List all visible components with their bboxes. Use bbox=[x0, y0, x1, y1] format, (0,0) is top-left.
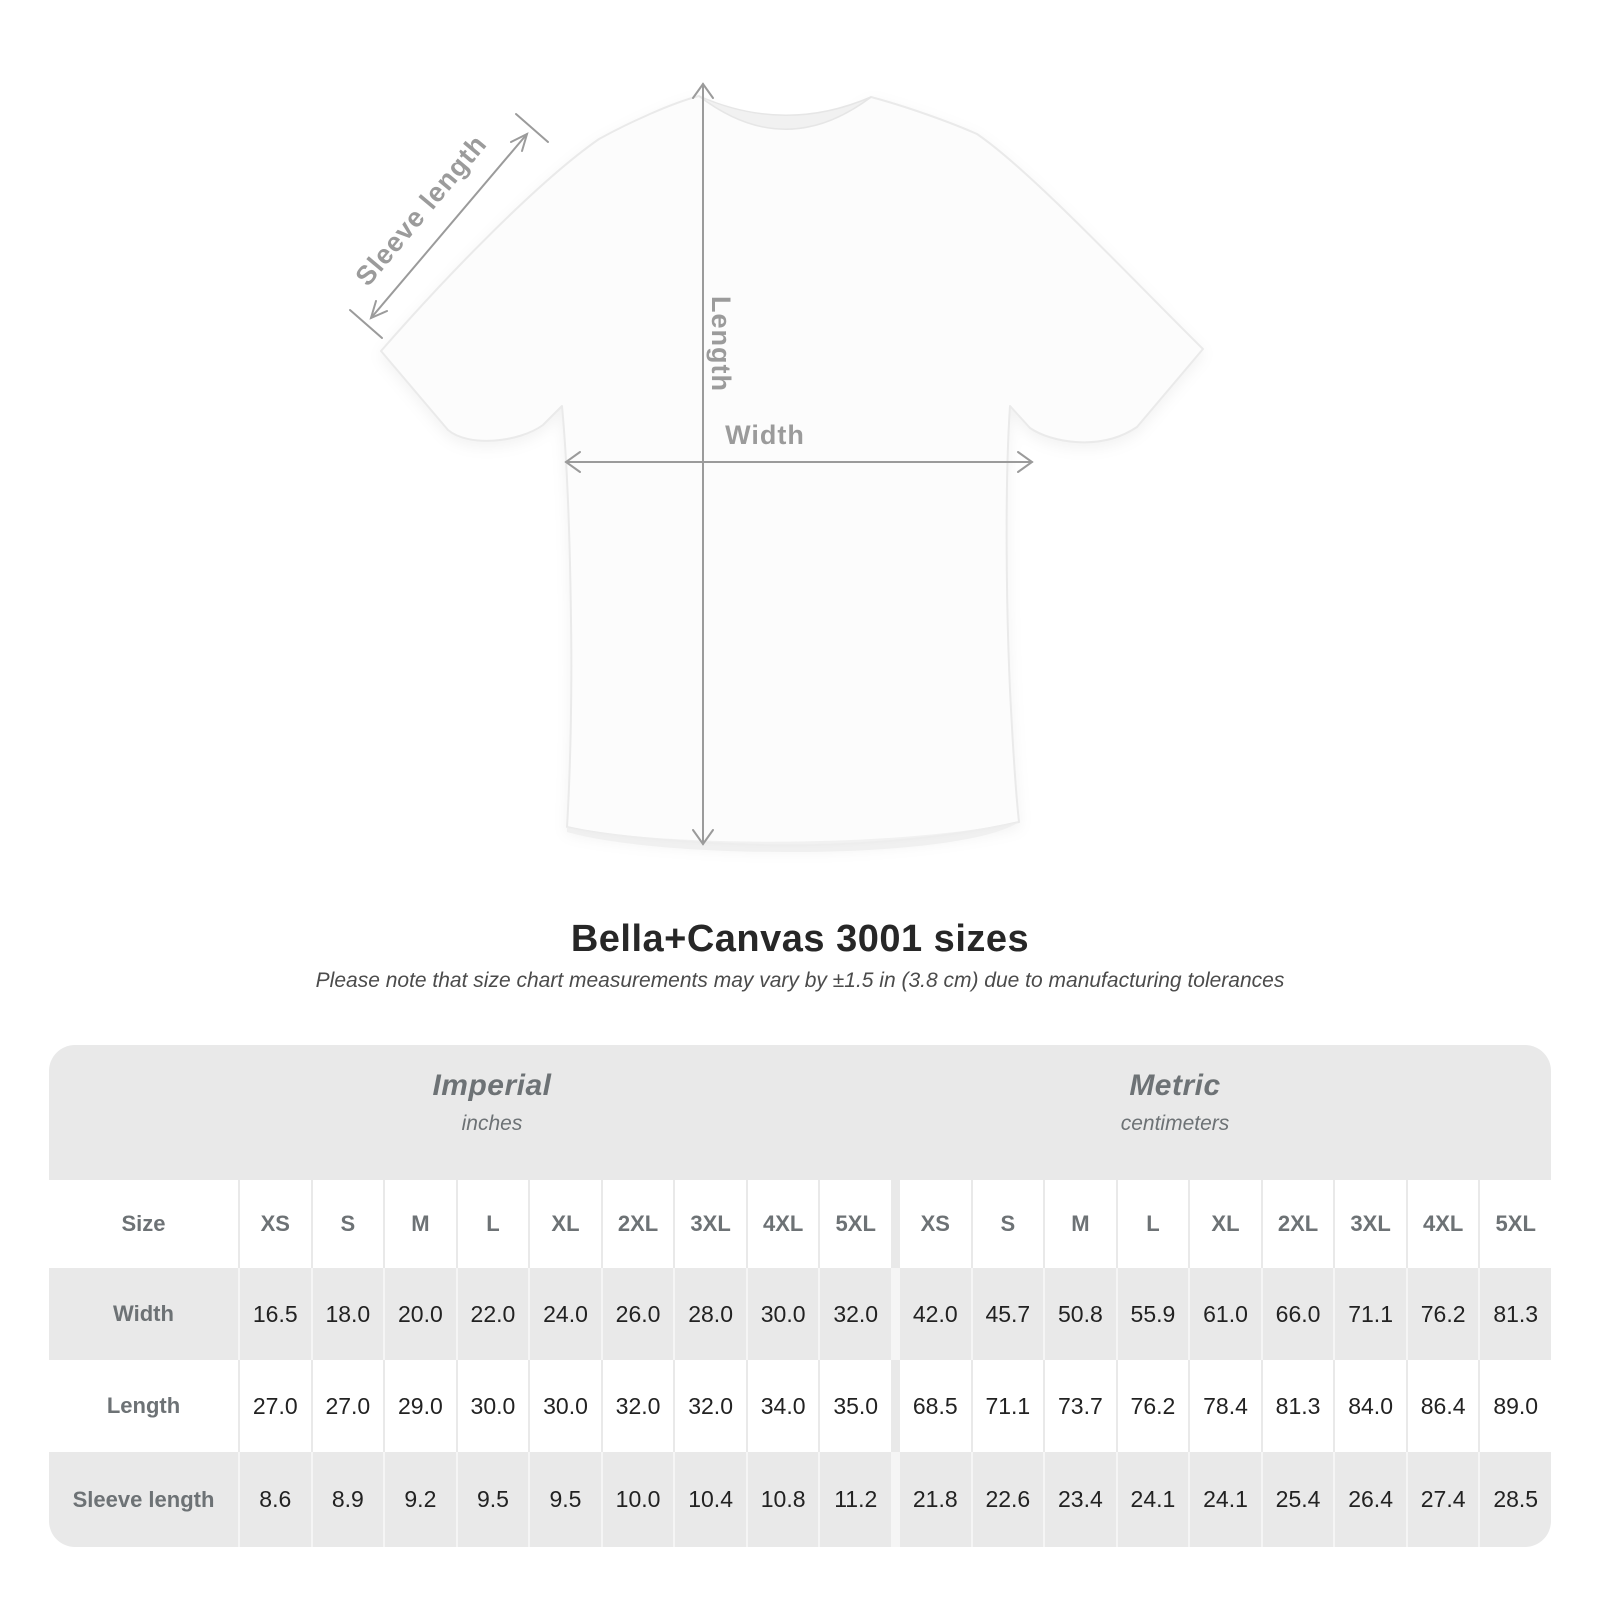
value-cell: 27.0 bbox=[311, 1360, 384, 1452]
value-cell: 24.1 bbox=[1188, 1452, 1261, 1547]
sleeve-length-label: Sleeve length bbox=[349, 128, 493, 292]
size-col-header: XS bbox=[238, 1180, 311, 1268]
value-cell: 28.5 bbox=[1478, 1452, 1551, 1547]
value-cell: 30.0 bbox=[528, 1360, 601, 1452]
value-cell: 29.0 bbox=[383, 1360, 456, 1452]
value-cell: 89.0 bbox=[1478, 1360, 1551, 1452]
row-label: Length bbox=[49, 1360, 238, 1452]
size-col-header: XS bbox=[898, 1180, 971, 1268]
metric-label: Metric bbox=[1129, 1069, 1221, 1102]
value-cell: 9.2 bbox=[383, 1452, 456, 1547]
unit-header-band bbox=[49, 1045, 1551, 1180]
value-cell: 78.4 bbox=[1188, 1360, 1261, 1452]
unit-header-imperial bbox=[432, 1069, 551, 1136]
group-gap bbox=[891, 1268, 898, 1360]
size-col-header: 3XL bbox=[673, 1180, 746, 1268]
value-cell: 61.0 bbox=[1188, 1268, 1261, 1360]
unit-header-metric bbox=[1121, 1069, 1230, 1136]
value-cell: 71.1 bbox=[1333, 1268, 1406, 1360]
group-gap bbox=[891, 1180, 898, 1268]
value-cell: 24.0 bbox=[528, 1268, 601, 1360]
size-col-header: XL bbox=[1188, 1180, 1261, 1268]
value-cell: 30.0 bbox=[456, 1360, 529, 1452]
value-cell: 73.7 bbox=[1043, 1360, 1116, 1452]
value-cell: 10.4 bbox=[673, 1452, 746, 1547]
metric-unit-label: centimeters bbox=[1120, 1112, 1230, 1135]
size-col-header: 2XL bbox=[601, 1180, 674, 1268]
page-subtitle: Please note that size chart measurements may vary by ±1.5 in (3.8 cm) due to manufacturing tolerances bbox=[315, 969, 1285, 992]
value-cell: 32.0 bbox=[601, 1360, 674, 1452]
value-cell: 22.0 bbox=[456, 1268, 529, 1360]
value-cell: 76.2 bbox=[1116, 1360, 1189, 1452]
value-cell: 23.4 bbox=[1043, 1452, 1116, 1547]
value-cell: 81.3 bbox=[1478, 1268, 1551, 1360]
size-col-header: 4XL bbox=[746, 1180, 819, 1268]
value-cell: 86.4 bbox=[1406, 1360, 1479, 1452]
value-cell: 76.2 bbox=[1406, 1268, 1479, 1360]
value-cell: 26.4 bbox=[1333, 1452, 1406, 1547]
size-col-header: 3XL bbox=[1333, 1180, 1406, 1268]
size-col-header: M bbox=[383, 1180, 456, 1268]
value-cell: 9.5 bbox=[456, 1452, 529, 1547]
value-cell: 32.0 bbox=[673, 1360, 746, 1452]
value-cell: 34.0 bbox=[746, 1360, 819, 1452]
value-cell: 68.5 bbox=[898, 1360, 971, 1452]
size-col-header: M bbox=[1043, 1180, 1116, 1268]
value-cell: 18.0 bbox=[311, 1268, 384, 1360]
size-col-header: L bbox=[456, 1180, 529, 1268]
size-col-header: XL bbox=[528, 1180, 601, 1268]
tshirt-graphic bbox=[381, 96, 1203, 845]
row-label: Width bbox=[113, 1301, 174, 1326]
width-label: Width bbox=[725, 420, 805, 450]
value-cell: 8.9 bbox=[311, 1452, 384, 1547]
value-cell: 27.4 bbox=[1406, 1452, 1479, 1547]
value-cell: 27.0 bbox=[238, 1360, 311, 1452]
size-chart-table bbox=[49, 1045, 1551, 1547]
size-col-header: L bbox=[1116, 1180, 1189, 1268]
value-cell: 10.0 bbox=[601, 1452, 674, 1547]
size-col-header: 5XL bbox=[818, 1180, 891, 1268]
table-row-width bbox=[49, 1268, 1551, 1360]
value-cell: 11.2 bbox=[818, 1452, 891, 1547]
value-cell: 10.8 bbox=[746, 1452, 819, 1547]
imperial-label: Imperial bbox=[432, 1069, 552, 1102]
value-cell: 16.5 bbox=[238, 1268, 311, 1360]
group-gap bbox=[891, 1452, 898, 1547]
value-cell: 42.0 bbox=[898, 1268, 971, 1360]
value-cell: 35.0 bbox=[818, 1360, 891, 1452]
value-cell: 8.6 bbox=[238, 1452, 311, 1547]
value-cell: 25.4 bbox=[1261, 1452, 1334, 1547]
value-cell: 24.1 bbox=[1116, 1452, 1189, 1547]
value-cell: 66.0 bbox=[1261, 1268, 1334, 1360]
table-header-row bbox=[49, 1180, 1551, 1268]
value-cell: 81.3 bbox=[1261, 1360, 1334, 1452]
value-cell: 50.8 bbox=[1043, 1268, 1116, 1360]
value-cell: 22.6 bbox=[971, 1452, 1044, 1547]
value-cell: 32.0 bbox=[818, 1268, 891, 1360]
value-cell: 45.7 bbox=[971, 1268, 1044, 1360]
value-cell: 21.8 bbox=[898, 1452, 971, 1547]
value-cell: 9.5 bbox=[528, 1452, 601, 1547]
group-gap bbox=[891, 1360, 898, 1452]
value-cell: 55.9 bbox=[1116, 1268, 1189, 1360]
size-corner-label: Size bbox=[49, 1180, 238, 1268]
value-cell: 28.0 bbox=[673, 1268, 746, 1360]
size-col-header: 5XL bbox=[1478, 1180, 1551, 1268]
value-cell: 71.1 bbox=[971, 1360, 1044, 1452]
value-cell: 30.0 bbox=[746, 1268, 819, 1360]
value-cell: 26.0 bbox=[601, 1268, 674, 1360]
size-col-header: 4XL bbox=[1406, 1180, 1479, 1268]
size-col-header: S bbox=[311, 1180, 384, 1268]
size-col-header: 2XL bbox=[1261, 1180, 1334, 1268]
row-label: Sleeve length bbox=[72, 1486, 215, 1512]
length-label: Length bbox=[706, 296, 736, 392]
imperial-unit-label: inches bbox=[461, 1112, 523, 1135]
value-cell: 20.0 bbox=[383, 1268, 456, 1360]
size-col-header: S bbox=[971, 1180, 1044, 1268]
value-cell: 84.0 bbox=[1333, 1360, 1406, 1452]
table-row-length bbox=[49, 1360, 1551, 1452]
table-row-sleeve-length bbox=[49, 1452, 1551, 1547]
page-title: Bella+Canvas 3001 sizes bbox=[570, 918, 1030, 960]
